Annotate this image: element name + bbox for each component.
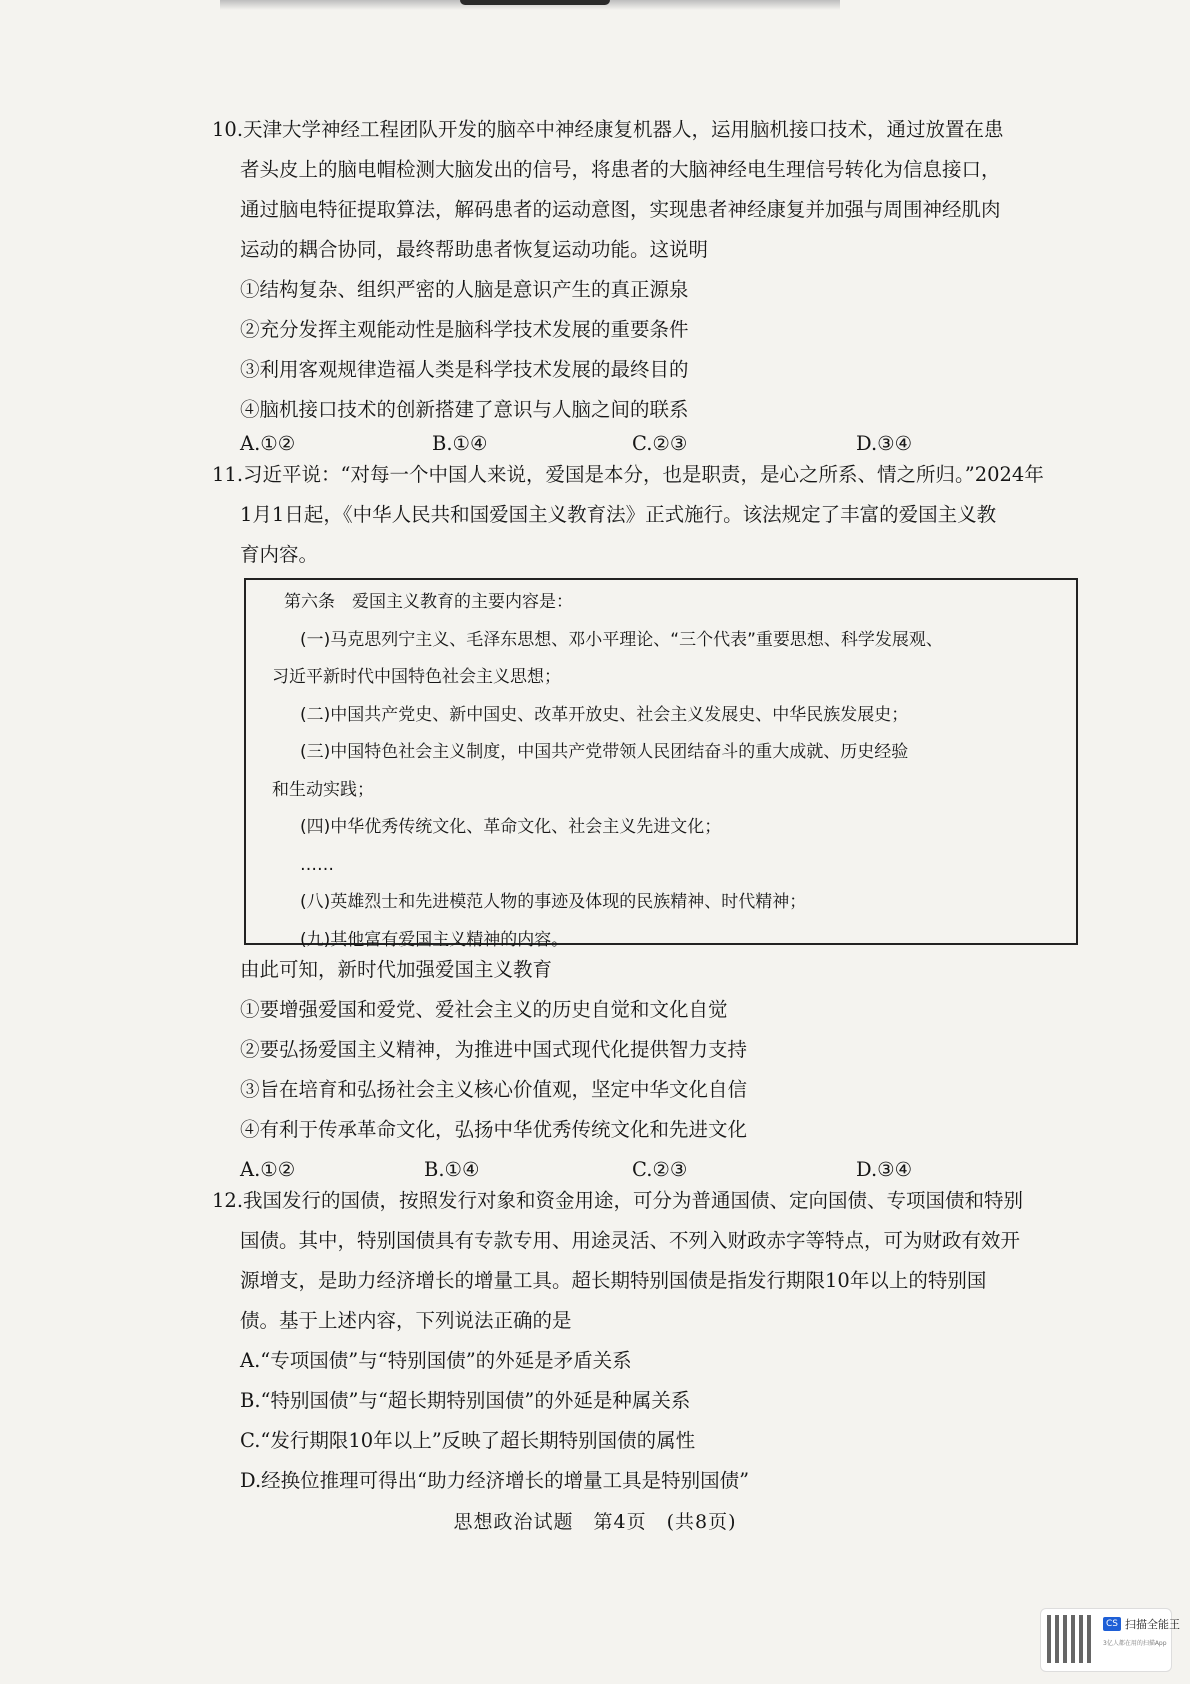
question-12 bbox=[212, 1181, 1092, 1501]
q12-option-d: D.经换位推理可得出“助力经济增长的增量工具是特别国债” bbox=[240, 1469, 750, 1492]
scan-top-shadow bbox=[460, 0, 610, 5]
law-article-ellipsis: …… bbox=[300, 854, 334, 875]
q10-stem-line: 10.天津大学神经工程团队开发的脑卒中神经康复机器人，运用脑机接口技术，通过放置在患 bbox=[212, 118, 1004, 141]
q12-stem-line: 债。基于上述内容，下列说法正确的是 bbox=[240, 1309, 572, 1332]
law-article-item: (八)英雄烈士和先进模范人物的事迹及体现的民族精神、时代精神； bbox=[300, 892, 807, 912]
q12-option-a: A.“专项国债”与“特别国债”的外延是矛盾关系 bbox=[240, 1349, 632, 1372]
camscanner-logo: CS bbox=[1103, 1617, 1121, 1631]
q10-option-a: A.①② bbox=[240, 432, 296, 455]
q12-option-c: C.“发行期限10年以上”反映了超长期特别国债的属性 bbox=[240, 1429, 696, 1452]
q11-stem-line: 11.习近平说：“对每一个中国人来说，爱国是本分，也是职责，是心之所系、情之所归。”2024年 bbox=[212, 463, 1044, 486]
qr-code-icon bbox=[1047, 1615, 1095, 1663]
law-article-item: (三)中国特色社会主义制度，中国共产党带领人民团结奋斗的重大成就、历史经验 bbox=[300, 742, 909, 762]
law-excerpt-box bbox=[244, 578, 1078, 950]
q11-statement: ①要增强爱国和爱党、爱社会主义的历史自觉和文化自觉 bbox=[240, 998, 728, 1021]
q11-stem-line: 1月1日起，《中华人民共和国爱国主义教育法》正式施行。该法规定了丰富的爱国主义教 bbox=[240, 503, 997, 526]
law-article-item: 和生动实践； bbox=[272, 779, 374, 800]
q10-stem-line: 运动的耦合协同，最终帮助患者恢复运动功能。这说明 bbox=[240, 238, 709, 261]
q11-statement: ②要弘扬爱国主义精神，为推进中国式现代化提供智力支持 bbox=[240, 1038, 748, 1061]
q10-statement: ③利用客观规律造福人类是科学技术发展的最终目的 bbox=[240, 358, 689, 381]
q10-option-c: C.②③ bbox=[632, 432, 688, 455]
q11-statement: ④有利于传承革命文化，弘扬中华优秀传统文化和先进文化 bbox=[240, 1118, 748, 1141]
q11-option-b: B.①④ bbox=[424, 1158, 480, 1181]
q10-statement: ①结构复杂、组织严密的人脑是意识产生的真正源泉 bbox=[240, 278, 689, 301]
q11-statement: ③旨在培育和弘扬社会主义核心价值观，坚定中华文化自信 bbox=[240, 1078, 748, 1101]
question-10 bbox=[212, 110, 1092, 430]
law-article-item: (一)马克思列宁主义、毛泽东思想、邓小平理论、“三个代表”重要思想、科学发展观、 bbox=[300, 629, 943, 650]
camscanner-name: 扫描全能王 bbox=[1125, 1618, 1180, 1631]
law-article-item: 习近平新时代中国特色社会主义思想； bbox=[272, 667, 561, 687]
q11-stem-line: 育内容。 bbox=[240, 543, 319, 566]
q11-lead: 由此可知，新时代加强爱国主义教育 bbox=[240, 958, 553, 981]
q12-stem-line: 12.我国发行的国债，按照发行对象和资金用途，可分为普通国债、定向国债、专项国债和特别 bbox=[212, 1189, 1024, 1212]
camscanner-watermark bbox=[1040, 1608, 1180, 1672]
q10-option-d: D.③④ bbox=[856, 432, 913, 455]
q11-option-d: D.③④ bbox=[856, 1158, 913, 1181]
q11-option-a: A.①② bbox=[240, 1158, 296, 1181]
q10-statement: ②充分发挥主观能动性是脑科学技术发展的重要条件 bbox=[240, 318, 689, 341]
q12-stem-line: 源增支，是助力经济增长的增量工具。超长期特别国债是指发行期限10年以上的特别国 bbox=[240, 1269, 987, 1292]
page-footer: 思想政治试题 第4页 (共8页) bbox=[453, 1511, 737, 1533]
question-11-continued bbox=[212, 950, 1092, 1150]
question-11 bbox=[212, 455, 1092, 575]
q10-stem-line: 通过脑电特征提取算法，解码患者的运动意图，实现患者神经康复并加强与周围神经肌肉 bbox=[240, 198, 1001, 221]
q10-stem-line: 者头皮上的脑电帽检测大脑发出的信号，将患者的大脑神经电生理信号转化为信息接口， bbox=[240, 158, 1001, 181]
law-article-title: 第六条 爱国主义教育的主要内容是： bbox=[284, 592, 573, 612]
q12-stem-line: 国债。其中，特别国债具有专款专用、用途灵活、不列入财政赤字等特点，可为财政有效开 bbox=[240, 1229, 1021, 1252]
law-article-item: (九)其他富有爱国主义精神的内容。 bbox=[300, 929, 569, 950]
scan-top-edge bbox=[220, 0, 840, 10]
q10-statement: ④脑机接口技术的创新搭建了意识与人脑之间的联系 bbox=[240, 398, 689, 421]
law-article-item: (四)中华优秀传统文化、革命文化、社会主义先进文化； bbox=[300, 817, 722, 837]
q10-option-b: B.①④ bbox=[432, 432, 488, 455]
q12-option-b: B.“特别国债”与“超长期特别国债”的外延是种属关系 bbox=[240, 1389, 691, 1412]
q11-option-c: C.②③ bbox=[632, 1158, 688, 1181]
camscanner-tagline: 3亿人都在用的扫描App bbox=[1103, 1640, 1167, 1647]
law-article-item: (二)中国共产党史、新中国史、改革开放史、社会主义发展史、中华民族发展史； bbox=[300, 704, 909, 725]
